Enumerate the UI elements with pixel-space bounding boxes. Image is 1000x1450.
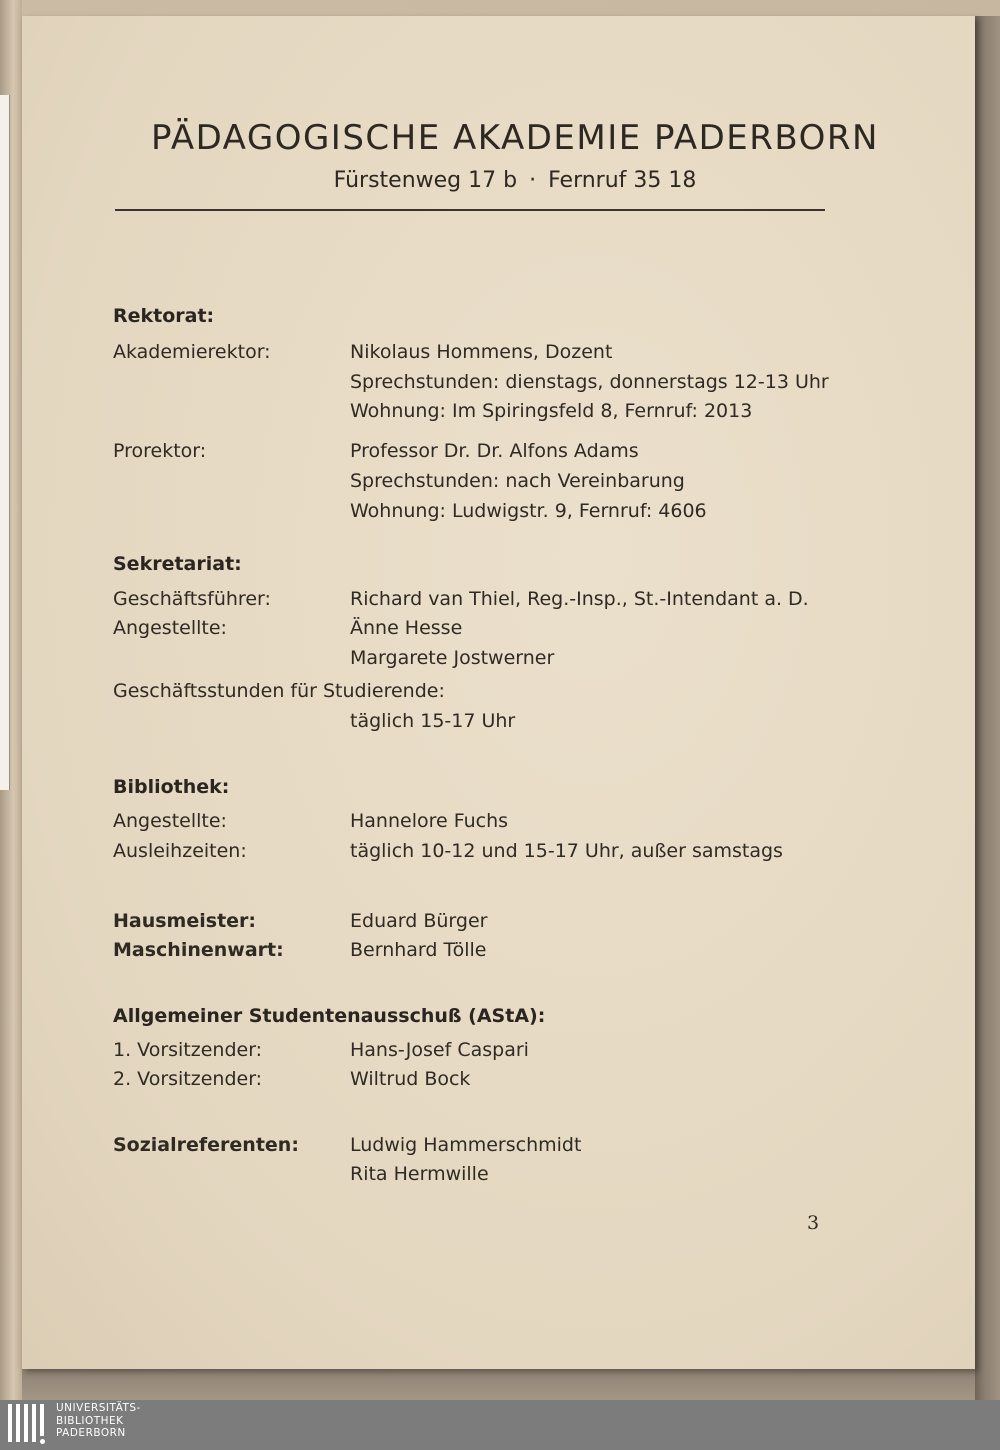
label-akademierektor: Akademierektor: <box>113 341 271 363</box>
angestellte-sekretariat-2: Margarete Jostwerner <box>350 647 555 669</box>
vorsitz-1-value: Hans-Josef Caspari <box>350 1039 529 1061</box>
prorektor-line-3: Wohnung: Ludwigstr. 9, Fernruf: 4606 <box>350 500 707 522</box>
sozialreferent-2: Rita Hermwille <box>350 1163 489 1185</box>
address: Fürstenweg 17 b <box>333 168 518 193</box>
address-line <box>100 168 930 193</box>
angestellte-bibliothek-value: Hannelore Fuchs <box>350 810 509 832</box>
label-vorsitz-2: 2. Vorsitzender: <box>113 1068 263 1090</box>
footer-bar <box>0 1400 1000 1450</box>
akademierektor-line-1: Nikolaus Hommens, Dozent <box>350 341 613 363</box>
akademierektor-line-2: Sprechstunden: dienstags, donnerstags 12-13 Uhr <box>350 371 829 393</box>
label-ausleihzeiten: Ausleihzeiten: <box>113 840 247 862</box>
header-rule <box>115 209 825 211</box>
logo-line-2: BIBLIOTHEK <box>56 1414 124 1427</box>
library-logo-text <box>56 1402 141 1440</box>
label-angestellte-sekretariat: Angestellte: <box>113 617 227 639</box>
label-geschaeftsfuehrer: Geschäftsführer: <box>113 588 271 610</box>
prorektor-line-1: Professor Dr. Dr. Alfons Adams <box>350 440 639 462</box>
maschinenwart-value: Bernhard Tölle <box>350 939 487 961</box>
logo-line-1: UNIVERSITÄTS- <box>56 1402 141 1414</box>
akademierektor-line-3: Wohnung: Im Spiringsfeld 8, Fernruf: 2013 <box>350 400 753 422</box>
angestellte-sekretariat-1: Änne Hesse <box>350 617 463 639</box>
separator: · <box>529 168 537 193</box>
label-geschaeftsstunden: Geschäftsstunden für Studierende: <box>113 680 445 702</box>
page-edge-shadow <box>975 16 1000 1400</box>
bottom-edge-shadow <box>22 1369 975 1400</box>
heading-rektorat: Rektorat: <box>113 305 215 327</box>
label-angestellte-bibliothek: Angestellte: <box>113 810 227 832</box>
page-title: PÄDAGOGISCHE AKADEMIE PADERBORN <box>151 118 879 158</box>
heading-sekretariat: Sekretariat: <box>113 553 242 575</box>
label-sozialreferenten: Sozialreferenten: <box>113 1134 299 1156</box>
prorektor-line-2: Sprechstunden: nach Vereinbarung <box>350 470 685 492</box>
phone: Fernruf 35 18 <box>548 168 697 193</box>
ausleihzeiten-value: täglich 10-12 und 15-17 Uhr, außer samstags <box>350 840 783 862</box>
hausmeister-value: Eduard Bürger <box>350 910 488 932</box>
paper-tab <box>0 95 10 790</box>
logo-line-3: PADERBORN <box>56 1427 126 1439</box>
library-logo-icon <box>8 1404 48 1446</box>
label-prorektor: Prorektor: <box>113 440 207 462</box>
label-vorsitz-1: 1. Vorsitzender: <box>113 1039 263 1061</box>
heading-bibliothek: Bibliothek: <box>113 776 230 798</box>
page-number: 3 <box>807 1212 820 1234</box>
vorsitz-2-value: Wiltrud Bock <box>350 1068 471 1090</box>
heading-asta: Allgemeiner Studentenausschuß (AStA): <box>113 1005 546 1027</box>
sozialreferent-1: Ludwig Hammerschmidt <box>350 1134 582 1156</box>
label-maschinenwart: Maschinenwart: <box>113 939 284 961</box>
geschaeftsfuehrer-value: Richard van Thiel, Reg.-Insp., St.-Intendant a. D. <box>350 588 809 610</box>
geschaeftsstunden-value: täglich 15-17 Uhr <box>350 710 516 732</box>
label-hausmeister: Hausmeister: <box>113 910 257 932</box>
